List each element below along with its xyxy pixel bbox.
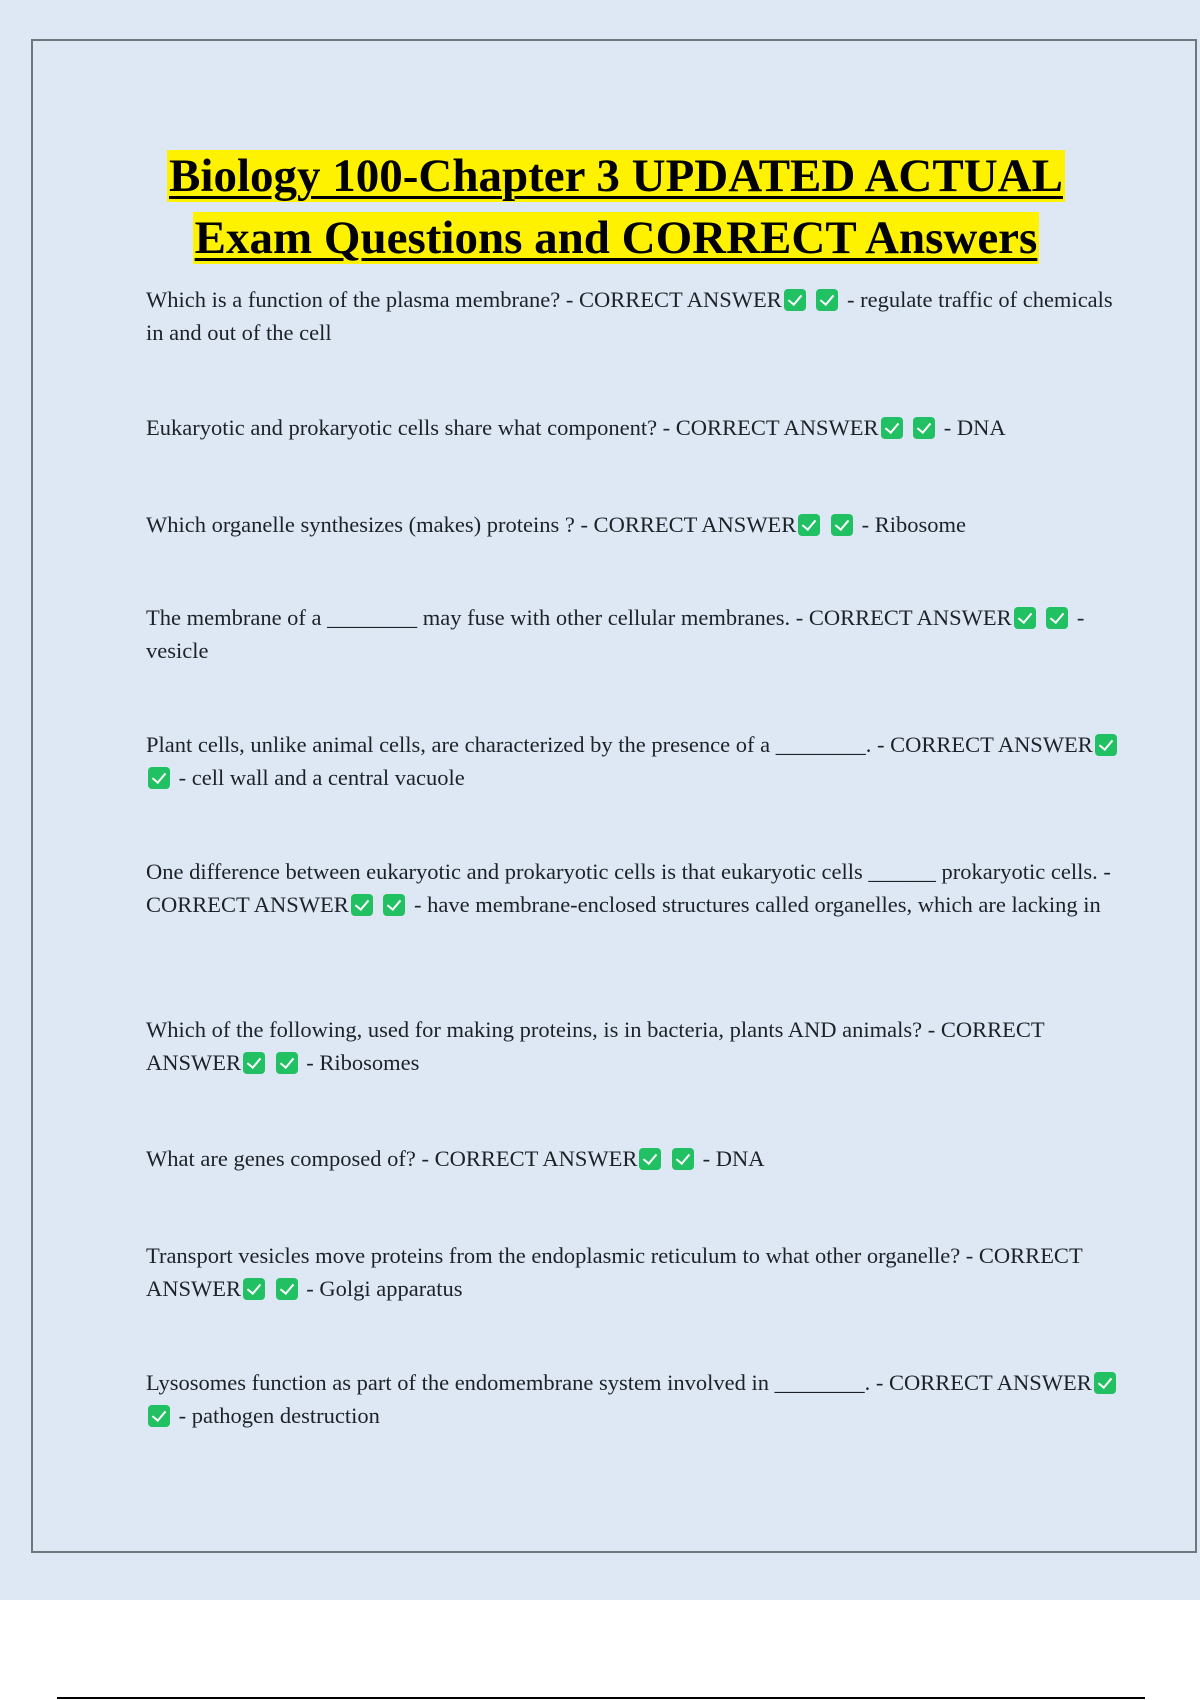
check-box-icon bbox=[784, 289, 806, 311]
qa-item bbox=[146, 601, 1131, 667]
answer-text: cell wall and a central vacuole bbox=[191, 765, 465, 790]
check-box-icon bbox=[383, 894, 405, 916]
answer-text: vesicle bbox=[146, 638, 209, 663]
question-text: Plant cells, unlike animal cells, are characterized by the presence of a ________. - CORRECT ANSWER bbox=[146, 732, 1093, 757]
answer-text: DNA bbox=[956, 415, 1006, 440]
answer-separator: - bbox=[173, 1403, 192, 1428]
check-box-icon bbox=[798, 514, 820, 536]
answer-text: have membrane-enclosed structures called organelles, which are lacking in bbox=[427, 892, 1101, 917]
answer-separator: - bbox=[697, 1146, 716, 1171]
qa-item bbox=[146, 1239, 1131, 1305]
question-text: What are genes composed of? - CORRECT ANSWER bbox=[146, 1146, 638, 1171]
title-line-2: Exam Questions and CORRECT Answers bbox=[194, 212, 1038, 264]
check-box-icon bbox=[276, 1278, 298, 1300]
question-text: The membrane of a ________ may fuse with other cellular membranes. - CORRECT ANSWER bbox=[146, 605, 1012, 630]
answer-text: DNA bbox=[715, 1146, 765, 1171]
check-box-icon bbox=[639, 1148, 661, 1170]
answer-separator: - bbox=[855, 512, 875, 537]
question-text: Which of the following, used for making proteins, is in bacteria, plants AND animals? - CORRECT ANSWER bbox=[146, 1017, 1045, 1075]
question-text: Which organelle synthesizes (makes) proteins ? - CORRECT ANSWER bbox=[146, 512, 797, 537]
qa-item bbox=[146, 508, 1131, 541]
answer-text: Golgi apparatus bbox=[319, 1276, 463, 1301]
question-text: Which is a function of the plasma membrane? - CORRECT ANSWER bbox=[146, 287, 782, 312]
check-box-icon bbox=[148, 767, 170, 789]
answer-text: Ribosome bbox=[874, 512, 966, 537]
answer-separator: - bbox=[173, 765, 192, 790]
check-box-icon bbox=[243, 1052, 265, 1074]
qa-item bbox=[146, 283, 1131, 349]
question-text: One difference between eukaryotic and prokaryotic cells is that eukaryotic cells ______ prokaryotic cells. - CORRECT ANSWER bbox=[146, 859, 1111, 917]
check-box-icon bbox=[148, 1405, 170, 1427]
check-box-icon bbox=[1014, 607, 1036, 629]
check-box-icon bbox=[1095, 734, 1117, 756]
check-box-icon bbox=[881, 417, 903, 439]
question-text: Lysosomes function as part of the endomembrane system involved in ________. - CORRECT ANSWER bbox=[146, 1370, 1092, 1395]
check-box-icon bbox=[1046, 607, 1068, 629]
document-title bbox=[33, 145, 1199, 269]
answer-separator: - bbox=[300, 1050, 320, 1075]
answer-separator: - bbox=[938, 415, 957, 440]
check-box-icon bbox=[672, 1148, 694, 1170]
qa-item bbox=[146, 1142, 1131, 1175]
check-box-icon bbox=[243, 1278, 265, 1300]
title-line-1: Biology 100-Chapter 3 UPDATED ACTUAL bbox=[169, 150, 1063, 202]
check-box-icon bbox=[1094, 1372, 1116, 1394]
qa-item bbox=[146, 1366, 1131, 1432]
question-text: Transport vesicles move proteins from the endoplasmic reticulum to what other organelle? - CORRECT ANSWER bbox=[146, 1243, 1083, 1301]
answer-separator: - bbox=[1071, 605, 1085, 630]
check-box-icon bbox=[816, 289, 838, 311]
check-box-icon bbox=[276, 1052, 298, 1074]
answer-text: Ribosomes bbox=[319, 1050, 420, 1075]
footer-divider bbox=[57, 1697, 1145, 1699]
answer-separator: - bbox=[300, 1276, 320, 1301]
qa-item bbox=[146, 1013, 1131, 1079]
qa-item bbox=[146, 411, 1131, 444]
answer-separator: - bbox=[841, 287, 861, 312]
question-text: Eukaryotic and prokaryotic cells share what component? - CORRECT ANSWER bbox=[146, 415, 879, 440]
document-frame bbox=[31, 39, 1197, 1553]
qa-item bbox=[146, 728, 1131, 794]
qa-item bbox=[146, 855, 1131, 921]
check-box-icon bbox=[831, 514, 853, 536]
answer-text: pathogen destruction bbox=[191, 1403, 380, 1428]
check-box-icon bbox=[351, 894, 373, 916]
check-box-icon bbox=[913, 417, 935, 439]
answer-separator: - bbox=[408, 892, 428, 917]
answer-text: regulate traffic of chemicals in and out of the cell bbox=[146, 287, 1113, 345]
